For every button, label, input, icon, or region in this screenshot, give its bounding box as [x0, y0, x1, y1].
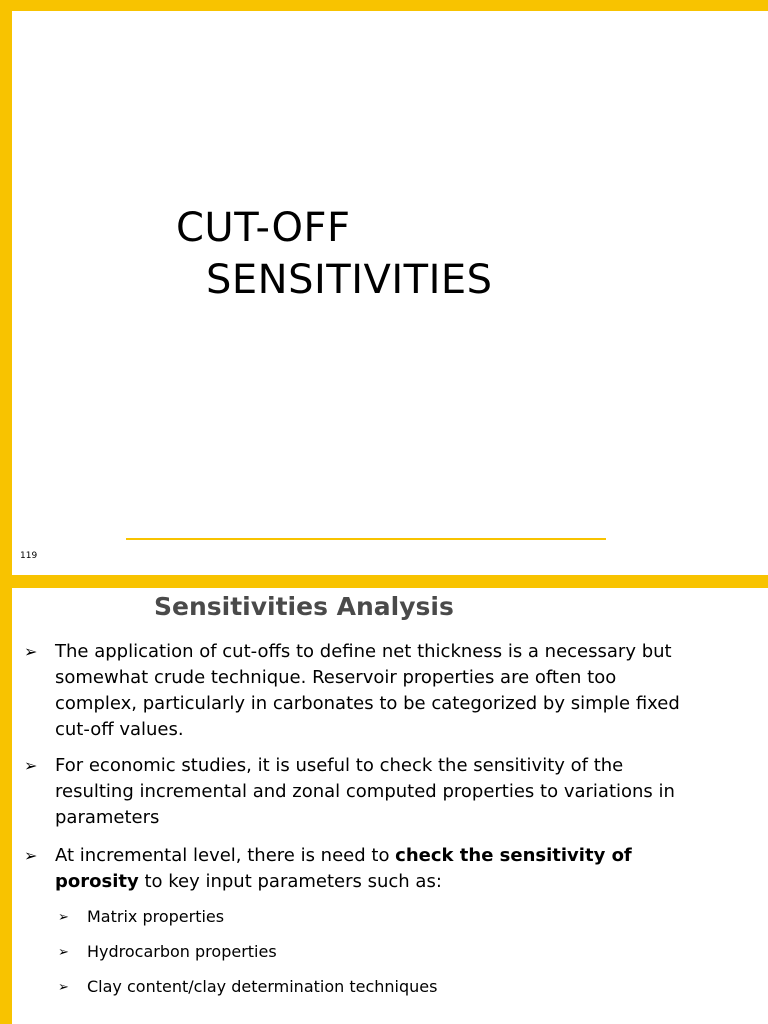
- bullet-text-segment: At incremental level, there is need to: [55, 845, 396, 866]
- bullet-text-line: parameters: [55, 807, 160, 828]
- bullet-text-line: [55, 869, 632, 895]
- emphasis-text: porosity: [55, 871, 139, 892]
- slide-title-line-1: CUT-OFF: [176, 205, 351, 251]
- bullet-text-line: somewhat crude technique. Reservoir properties are often too: [55, 667, 617, 688]
- slide-title-line-2: SENSITIVITIES: [206, 257, 493, 303]
- page-number: 119: [20, 551, 38, 561]
- content-slide: [12, 588, 768, 1024]
- arrow-bullet-icon: ➢: [58, 910, 69, 925]
- bullet-text-line: cut-off values.: [55, 719, 184, 740]
- sub-bullet-text: Matrix properties: [87, 907, 225, 926]
- bullet-text-segment: to key input parameters such as:: [138, 871, 442, 892]
- arrow-bullet-icon: ➢: [58, 945, 69, 960]
- arrow-bullet-icon: ➢: [24, 642, 38, 661]
- bullet-text-line: resulting incremental and zonal computed properties to variations in: [55, 781, 675, 802]
- arrow-bullet-icon: ➢: [58, 980, 69, 995]
- section-heading: Sensitivities Analysis: [154, 592, 454, 621]
- arrow-bullet-icon: ➢: [24, 756, 38, 775]
- title-divider: [126, 538, 606, 540]
- bullet-text-line: complex, particularly in carbonates to be categorized by simple fixed: [55, 693, 680, 714]
- arrow-bullet-icon: ➢: [24, 846, 38, 865]
- bullet-text-2: [55, 753, 675, 831]
- bullet-text-1: [55, 639, 680, 743]
- bullet-text-line: [55, 843, 632, 869]
- sub-bullet-text: Clay content/clay determination techniques: [87, 977, 438, 996]
- bullet-text-line: For economic studies, it is useful to check the sensitivity of the: [55, 755, 624, 776]
- sub-bullet-text: Hydrocarbon properties: [87, 942, 277, 961]
- emphasis-text: check the sensitivity of: [395, 845, 632, 866]
- bullet-text-line: The application of cut-offs to define net thickness is a necessary but: [55, 641, 672, 662]
- title-slide: [12, 11, 768, 575]
- bullet-text-3: [55, 843, 632, 895]
